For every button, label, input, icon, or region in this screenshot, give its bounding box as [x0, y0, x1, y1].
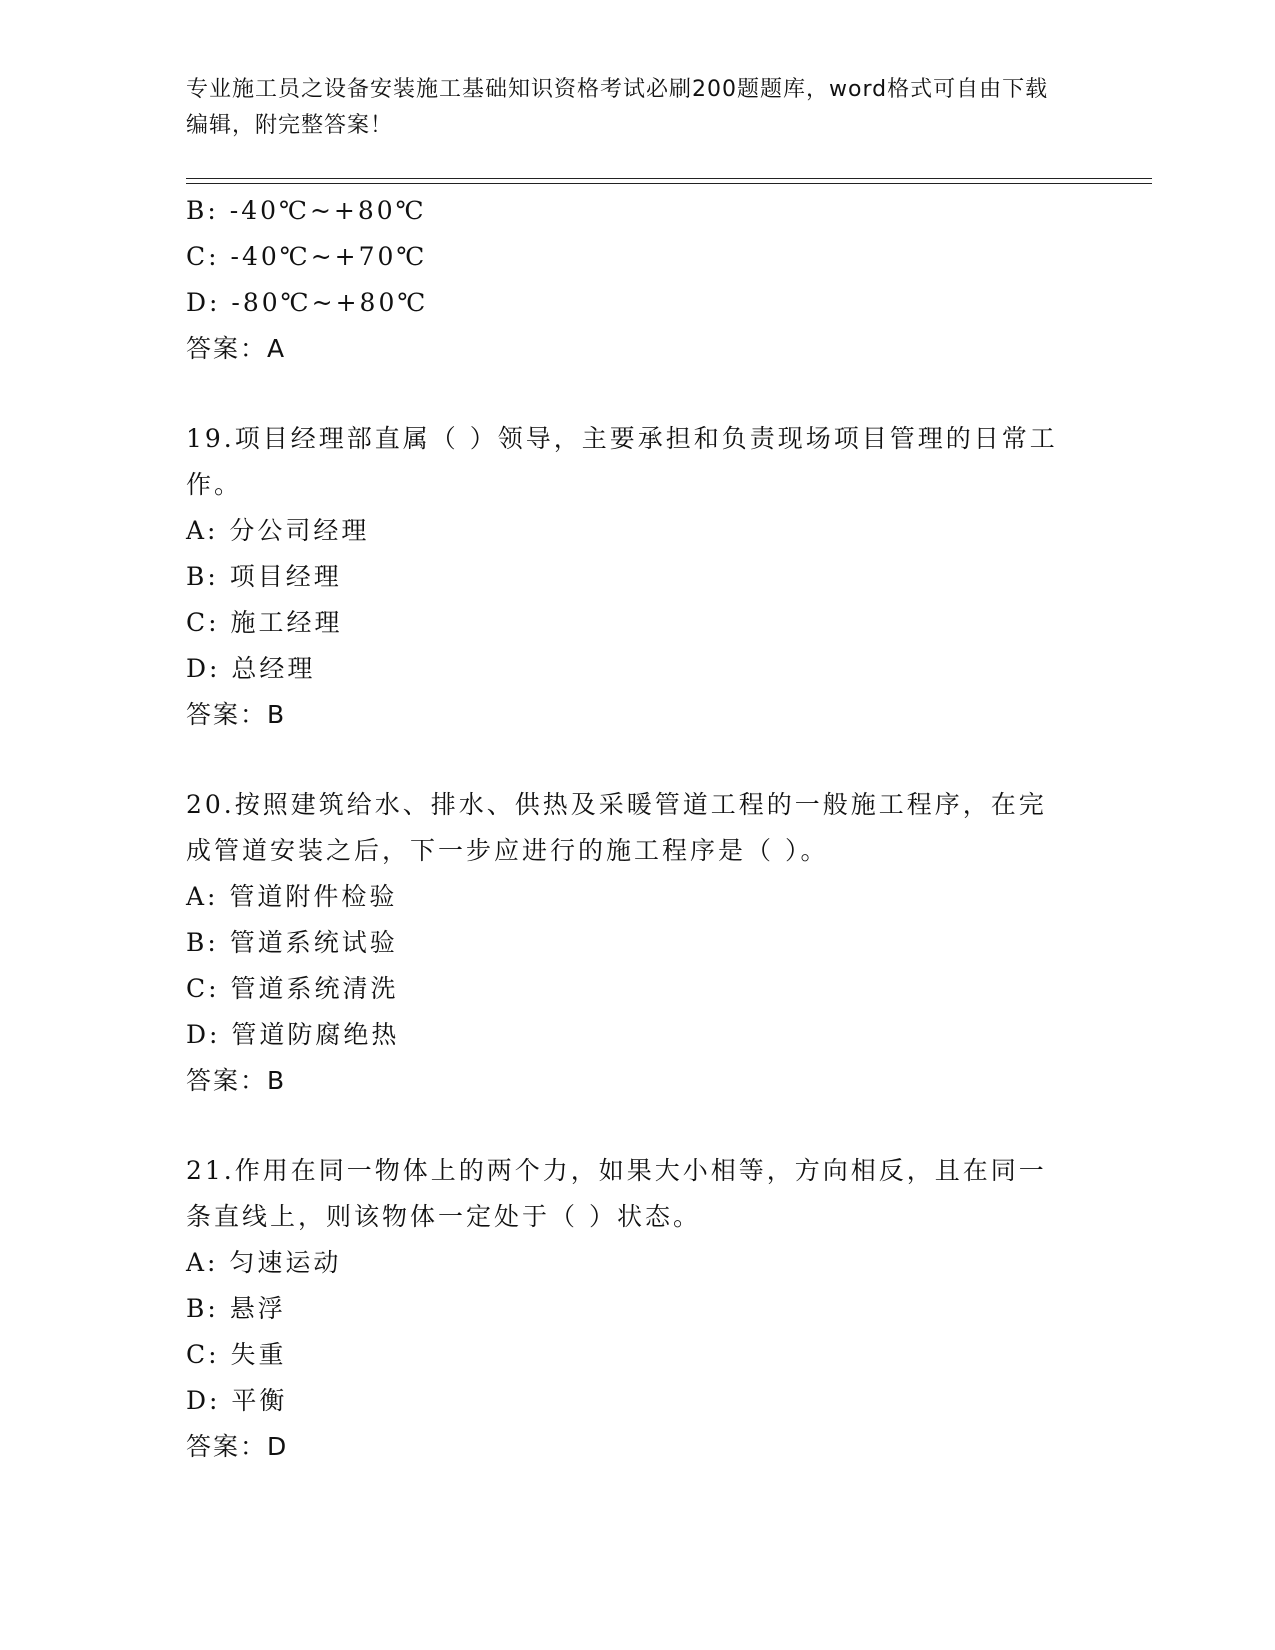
answer: 答案：B — [186, 700, 287, 729]
document-header: 专业施工员之设备安装施工基础知识资格考试必刷200题题库，word格式可自由下载编辑，附完整答案！ — [186, 77, 1049, 138]
option-d: D: 总经理 — [186, 654, 316, 683]
option-a: A: 分公司经理 — [186, 516, 370, 545]
option-d: D: 管道防腐绝热 — [186, 1020, 400, 1049]
question-21 — [186, 1148, 1086, 1470]
answer: 答案：D — [186, 1432, 289, 1461]
option-a: A: 管道附件检验 — [186, 882, 398, 911]
option-b: B: 管道系统试验 — [186, 928, 398, 957]
option-c: C: 施工经理 — [186, 608, 343, 637]
option-c: C: 管道系统清洗 — [186, 974, 399, 1003]
option-d: D: -80℃~+80℃ — [186, 288, 429, 317]
question-18-continuation — [186, 188, 1086, 372]
question-19 — [186, 416, 1086, 738]
answer: 答案：B — [186, 1066, 287, 1095]
option-c: C: 失重 — [186, 1340, 287, 1369]
option-b: B: 悬浮 — [186, 1294, 286, 1323]
option-b: B: 项目经理 — [186, 562, 342, 591]
header-divider-bottom — [186, 183, 1152, 184]
option-c: C: -40℃~+70℃ — [186, 242, 428, 271]
question-text: 20.按照建筑给水、排水、供热及采暖管道工程的一般施工程序，在完成管道安装之后，下一步应进行的施工程序是（ ）。 — [186, 790, 1047, 865]
option-a: A: 匀速运动 — [186, 1248, 342, 1277]
spacer — [186, 1104, 1086, 1148]
document-content — [186, 188, 1086, 1470]
question-20 — [186, 782, 1086, 1104]
spacer — [186, 372, 1086, 416]
question-text: 21.作用在同一物体上的两个力，如果大小相等，方向相反，且在同一条直线上，则该物体一定处于（ ）状态。 — [186, 1156, 1047, 1231]
spacer — [186, 738, 1086, 782]
option-d: D: 平衡 — [186, 1386, 288, 1415]
answer: 答案：A — [186, 334, 287, 363]
header-divider-top — [186, 178, 1152, 179]
option-b: B: -40℃~+80℃ — [186, 196, 427, 225]
question-text: 19.项目经理部直属（ ）领导，主要承担和负责现场项目管理的日常工作。 — [186, 424, 1058, 499]
